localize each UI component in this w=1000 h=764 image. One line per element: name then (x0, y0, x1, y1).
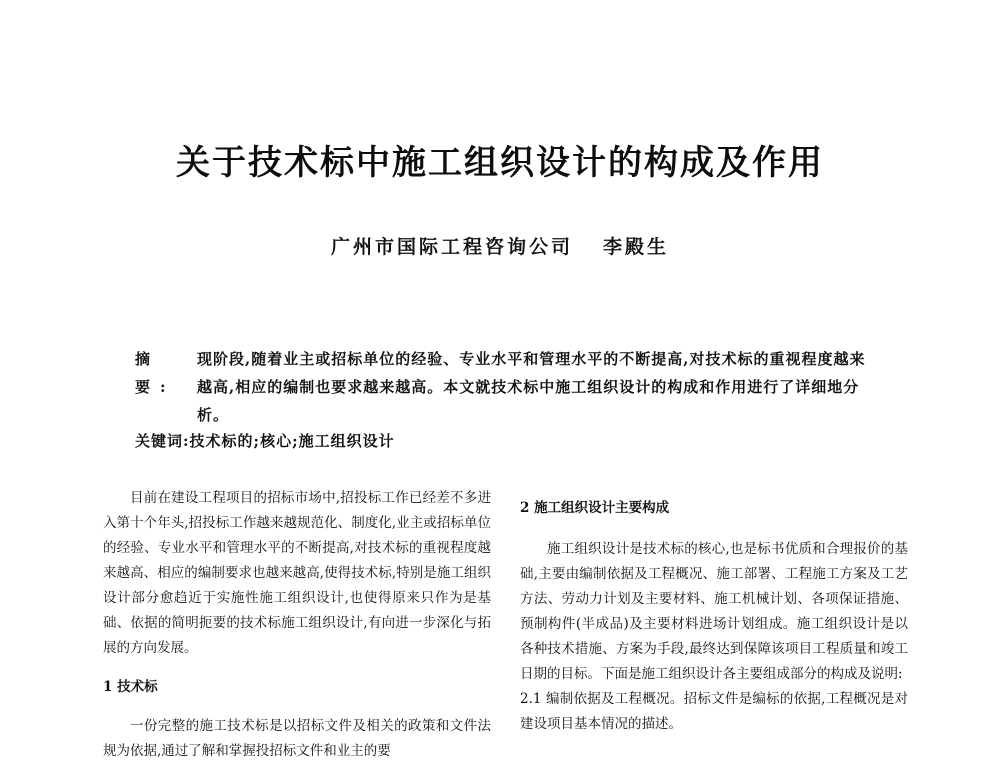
left-column (103, 486, 491, 764)
right-column (520, 496, 908, 737)
intro-paragraph: 目前在建设工程项目的招标市场中,招投标工作已经差不多进入第十个年头,招投标工作越来越规范化、制度化,业主或招标单位的经验、专业水平和管理水平的不断提高,对技术标的重视程度越来越高、相应的编制要求也越来越高,使得技术标,特别是施工组织设计部分愈趋近于实施性施工组织设计,也使得原来只作为是基础、依据的简明扼要的技术标施工组织设计,有向进一步深化与拓展的方向发展。 (103, 490, 491, 656)
keywords (135, 430, 870, 451)
abstract (135, 345, 870, 429)
section-1-paragraph: 一份完整的施工技术标是以招标文件及相关的政策和文件法规为依据,通过了解和掌握投招标文件和业主的要 (103, 718, 491, 759)
author-name: 李殿生 (603, 236, 670, 258)
keywords-text: 技术标的;核心;施工组织设计 (189, 432, 395, 450)
paper-title: 关于技术标中施工组织设计的构成及作用 (176, 143, 824, 183)
section-2-heading: 2 施工组织设计主要构成 (520, 500, 670, 516)
author-organization: 广州市国际工程咨询公司 (330, 236, 573, 258)
section-1-heading: 1 技术标 (103, 679, 158, 695)
subsection-2-1: 2.1 编制依据及工程概况。招标文件是编标的依据,工程概况是对建设项目基本情况的描述。 (520, 691, 908, 732)
section-2-paragraph: 施工组织设计是技术标的核心,也是标书优质和合理报价的基础,主要由编制依据及工程概况、施工部署、工程施工方案及工艺方法、劳动力计划及主要材料、施工机械计划、各项保证措施、预制构件(半成品)及主要材料进场计划组成。施工组织设计是以各种技术措施、方案为手段,最终达到保障该项目工程质量和竣工日期的目标。下面是施工组织设计各主要组成部分的构成及说明: (520, 541, 908, 682)
byline (0, 232, 1000, 259)
abstract-label: 摘要: (135, 350, 176, 396)
keywords-label: 关键词: (135, 432, 190, 450)
abstract-text: 现阶段,随着业主或招标单位的经验、专业水平和管理水平的不断提高,对技术标的重视程度越来越高,相应的编制也要求越来越高。本文就技术标中施工组织设计的构成和作用进行了详细地分析。 (197, 350, 866, 424)
